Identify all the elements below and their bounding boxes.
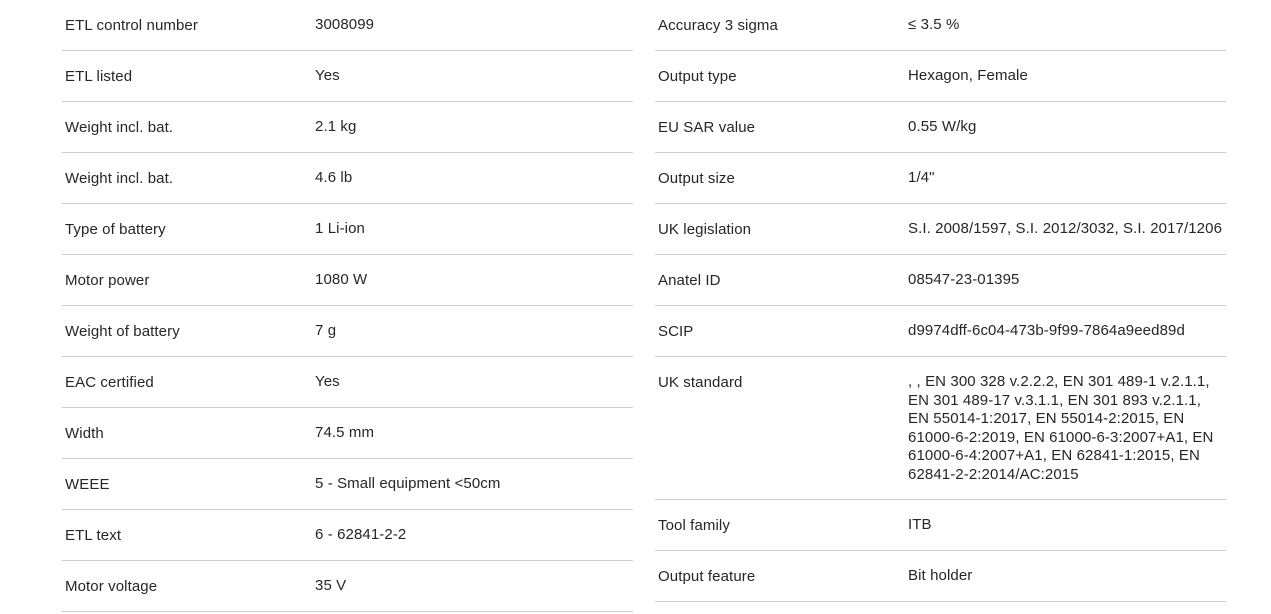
spec-value: 6 - 62841-2-2 — [315, 526, 407, 543]
spec-value: ≤ 3.5 % — [908, 16, 960, 33]
spec-value: 1/4" — [908, 169, 935, 186]
spec-label: EU SAR value — [658, 119, 756, 136]
table-row — [655, 255, 1226, 306]
table-row — [62, 306, 633, 357]
spec-value: 3008099 — [315, 16, 375, 33]
spec-label: UK standard — [658, 374, 743, 391]
spec-value: 74.5 mm — [315, 424, 375, 441]
table-row — [62, 102, 633, 153]
spec-value: d9974dff-6c04-473b-9f99-7864a9eed89d — [908, 322, 1185, 339]
spec-label: Weight incl. bat. — [65, 170, 174, 187]
table-row — [62, 561, 633, 612]
spec-value: 0.55 W/kg — [908, 118, 977, 135]
table-row — [655, 500, 1226, 551]
table-row — [655, 102, 1226, 153]
table-row — [62, 510, 633, 561]
spec-value: ITB — [908, 516, 932, 533]
spec-label: ETL listed — [65, 68, 133, 85]
spec-column-right — [655, 0, 1226, 602]
spec-label: Output size — [658, 170, 735, 187]
table-row — [62, 204, 633, 255]
spec-label: Accuracy 3 sigma — [658, 17, 778, 34]
spec-value: Hexagon, Female — [908, 67, 1028, 84]
spec-value: Yes — [315, 67, 340, 84]
spec-value: 1 Li-ion — [315, 220, 365, 237]
spec-value: 35 V — [315, 577, 347, 594]
spec-label: WEEE — [65, 476, 110, 493]
table-row — [655, 0, 1226, 51]
table-row — [62, 0, 633, 51]
table-row — [62, 357, 633, 408]
spec-value: 1080 W — [315, 271, 368, 288]
spec-value: 5 - Small equipment <50cm — [315, 475, 501, 492]
spec-value: S.I. 2008/1597, S.I. 2012/3032, S.I. 2017/1206 — [908, 220, 1223, 237]
table-row — [62, 459, 633, 510]
spec-label: SCIP — [658, 323, 694, 340]
spec-value: Yes — [315, 373, 340, 390]
table-row — [655, 204, 1226, 255]
table-row — [655, 153, 1226, 204]
spec-label: EAC certified — [65, 374, 154, 391]
spec-column-left — [62, 0, 633, 612]
spec-label: Type of battery — [65, 221, 166, 238]
table-row — [655, 551, 1226, 602]
spec-label: Weight incl. bat. — [65, 119, 174, 136]
spec-label: ETL text — [65, 527, 122, 544]
table-row — [62, 153, 633, 204]
spec-value: 4.6 lb — [315, 169, 353, 186]
spec-label: Motor power — [65, 272, 150, 289]
table-row — [655, 51, 1226, 102]
spec-value: 08547-23-01395 — [908, 271, 1020, 288]
table-row — [655, 357, 1226, 500]
spec-label: Width — [65, 425, 104, 442]
spec-value: 7 g — [315, 322, 337, 339]
table-row — [655, 306, 1226, 357]
spec-label: Tool family — [658, 517, 730, 534]
spec-value: 2.1 kg — [315, 118, 357, 135]
spec-label: Output feature — [658, 568, 756, 585]
spec-value: Bit holder — [908, 567, 973, 584]
table-row — [62, 408, 633, 459]
table-row — [62, 255, 633, 306]
spec-value: , , EN 300 328 v.2.2.2, EN 301 489-1 v.2.1.1, EN 301 489-17 v.3.1.1, EN 301 893 v.2.1.1, EN 55014-1:2017, EN 55014-2:2015, EN 61000-6-2:2019, EN 61000-6-3:2007+A1, EN 61000-6-4:2007+A1, EN 62841-1:2015, EN 62841-2-2:2014/AC:2015 — [908, 373, 1214, 483]
spec-label: Weight of battery — [65, 323, 180, 340]
spec-label: Anatel ID — [658, 272, 721, 289]
spec-label: ETL control number — [65, 17, 198, 34]
spec-label: Output type — [658, 68, 737, 85]
spec-label: UK legislation — [658, 221, 752, 238]
spec-label: Motor voltage — [65, 578, 158, 595]
table-row — [62, 51, 633, 102]
